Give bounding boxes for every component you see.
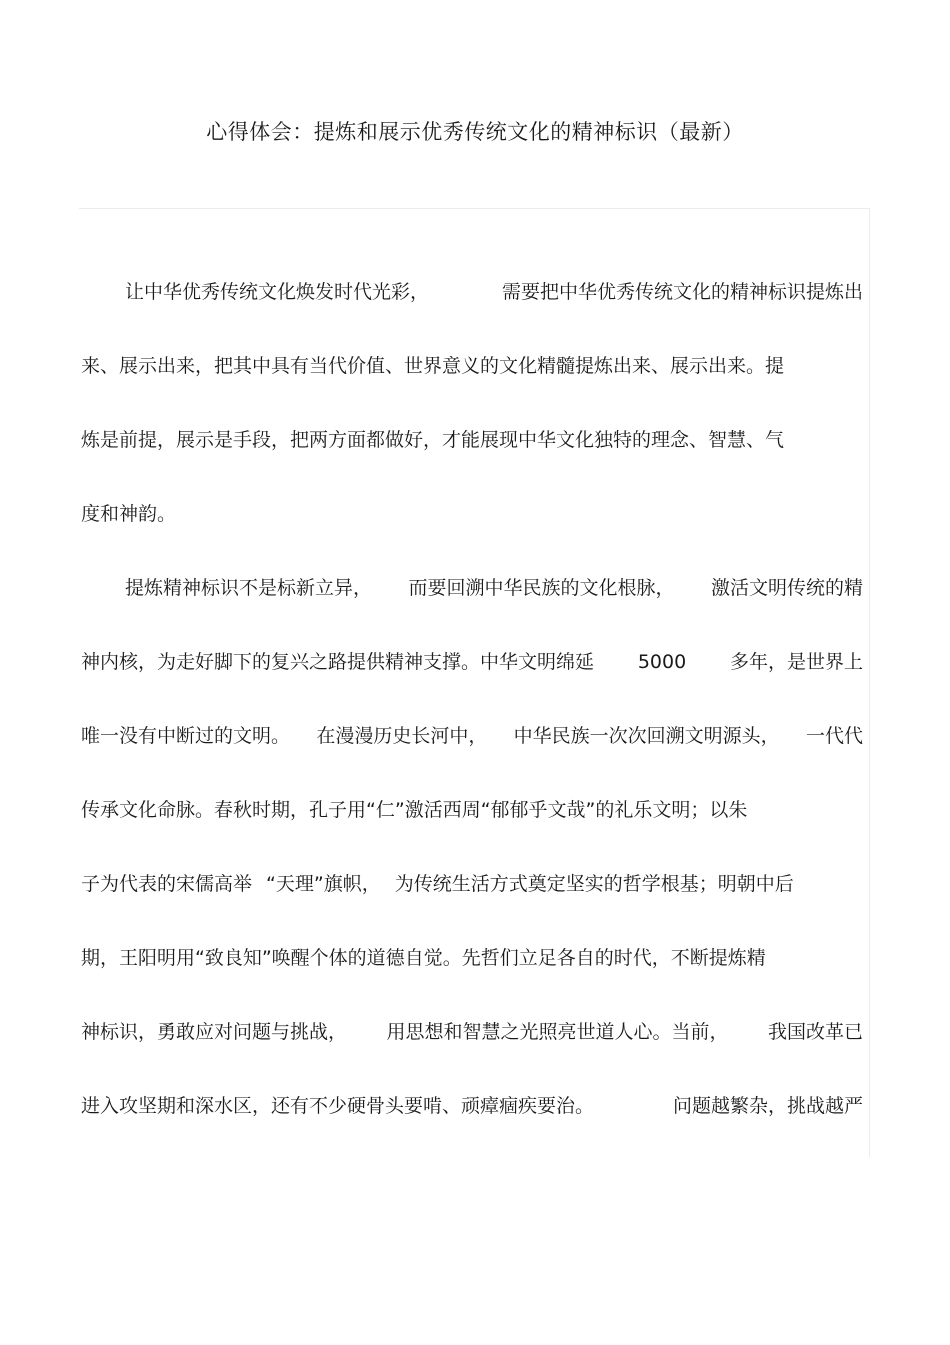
text-segment: 神标识，勇敢应对问题与挑战， [81, 1021, 348, 1043]
text-line [81, 1088, 863, 1125]
text-segment: 唯一没有中断过的文明。 [81, 725, 291, 747]
text-line [81, 718, 863, 755]
document-body [81, 274, 863, 1162]
text-line [81, 496, 863, 533]
text-segment: 中华民族一次次回溯文明源头， [513, 725, 780, 747]
text-line [81, 792, 863, 829]
text-segment: 多年，是世界上 [729, 651, 863, 673]
text-segment: 为传统生活方式奠定坚实的哲学根基；明朝中后 [394, 873, 794, 895]
text-segment: 提炼精神标识不是标新立异， [125, 577, 373, 599]
text-segment: 让中华优秀传统文化焕发时代光彩， [125, 281, 430, 303]
text-line [81, 940, 863, 977]
text-segment: 需要把中华优秀传统文化的精神标识提炼出 [501, 281, 863, 303]
text-line [81, 274, 863, 311]
text-segment: 我国改革已 [767, 1021, 863, 1043]
text-line [81, 866, 863, 903]
text-segment: 进入攻坚期和深水区，还有不少硬骨头要啃、顽瘴痼疾要治。 [81, 1095, 595, 1117]
text-segment: 用思想和智慧之光照亮世道人心。当前， [386, 1021, 729, 1043]
text-segment: 激活文明传统的精 [710, 577, 863, 599]
document-title: 心得体会：提炼和展示优秀传统文化的精神标识（最新） [206, 120, 744, 144]
text-line [81, 348, 863, 385]
text-line [81, 1014, 863, 1051]
text-segment: 一代代 [805, 725, 863, 747]
text-segment: 期，王阳明用“致良知”唤醒个体的道德自觉。先哲们立足各自的时代，不断提炼精 [81, 947, 766, 969]
text-line [81, 570, 863, 607]
text-segment: 来、展示出来，把其中具有当代价值、世界意义的文化精髓提炼出来、展示出来。提 [81, 355, 785, 377]
text-segment: 问题越繁杂，挑战越严 [672, 1095, 863, 1117]
text-segment: “天理”旗帜， [266, 873, 381, 895]
text-segment: 神内核，为走好脚下的复兴之路提供精神支撑。中华文明绵延 [81, 651, 595, 673]
text-segment: 度和神韵。 [81, 503, 177, 525]
text-segment: 5000 [637, 651, 687, 673]
text-segment: 在漫漫历史长河中， [316, 725, 488, 747]
text-segment: 传承文化命脉。春秋时期，孔子用“仁”激活西周“郁郁乎文哉”的礼乐文明；以朱 [81, 799, 748, 821]
text-segment: 而要回溯中华民族的文化根脉， [408, 577, 675, 599]
text-line [81, 644, 863, 681]
text-line [81, 422, 863, 459]
text-segment: 子为代表的宋儒高举 [81, 873, 253, 895]
text-segment: 炼是前提，展示是手段，把两方面都做好，才能展现中华文化独特的理念、智慧、气 [81, 429, 785, 451]
